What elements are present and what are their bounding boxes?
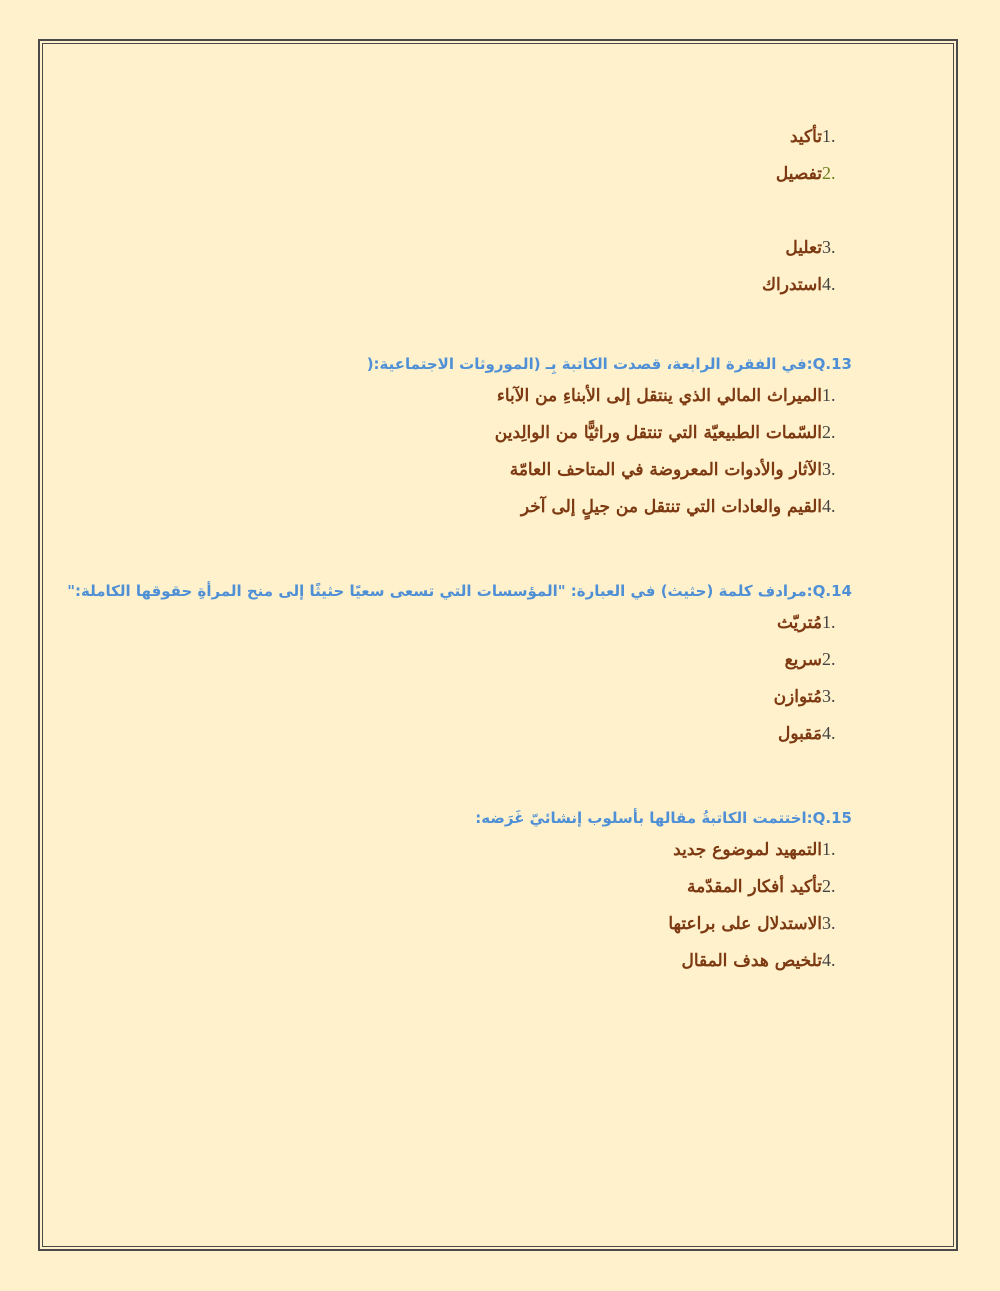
- question-14: [67, 578, 852, 752]
- option-item[interactable]: 1.الميراث المالي الذي ينتقل إلى الأبناءِ من الآباء: [496, 385, 836, 406]
- option-item[interactable]: 2.تفصيل: [775, 163, 836, 184]
- options-list: [152, 377, 852, 525]
- options-list: [152, 604, 852, 752]
- option-item[interactable]: 3.الآثار والأدوات المعروضة في المتاحف العامّة: [509, 459, 836, 480]
- option-item[interactable]: 4.مَقبول: [778, 723, 836, 744]
- options-list: [152, 831, 852, 979]
- question-heading: [67, 578, 852, 604]
- option-item[interactable]: 3.تعليل: [785, 237, 836, 258]
- question-heading: [152, 805, 852, 831]
- question-heading: [152, 351, 852, 377]
- option-item[interactable]: 1.تأكيد: [789, 126, 836, 147]
- option-item[interactable]: 1.التمهيد لموضوع جديد: [673, 839, 836, 860]
- question-13: [152, 351, 852, 525]
- option-item[interactable]: 3.مُتوازن: [773, 686, 836, 707]
- option-item[interactable]: 4.استدراك: [762, 274, 836, 295]
- question-text: اختتمت الكاتبةُ مقالها بأسلوب إنشائيّ غَرَضه:: [475, 809, 807, 827]
- option-item[interactable]: 3.الاستدلال على براعتها: [668, 913, 836, 934]
- question-15: [152, 805, 852, 979]
- question-number: :Q.13: [806, 355, 852, 373]
- spacer: [152, 192, 852, 229]
- option-item[interactable]: 4.القيم والعادات التي تنتقل من جيلٍ إلى آخر: [520, 496, 836, 517]
- option-item[interactable]: 1.مُتريّث: [776, 612, 836, 633]
- option-item[interactable]: 2.تأكيد أفكار المقدّمة: [687, 876, 836, 897]
- options-list-top: [152, 118, 852, 303]
- question-text: مرادف كلمة (حثيث) في العبارة: "المؤسسات التي تسعى سعيًا حثيثًا إلى منح المرأةِ حقوقها الكاملة:": [67, 582, 807, 600]
- question-number: :Q.14: [806, 582, 852, 600]
- option-item[interactable]: 2.السّمات الطبيعيّة التي تنتقل وراثيًّا من الوالِدين: [494, 422, 836, 443]
- question-number: :Q.15: [806, 809, 852, 827]
- worksheet-content: [67, 118, 852, 979]
- question-text: في الفقرة الرابعة، قصدت الكاتبة بِـ (الموروثات الاجتماعية:(: [366, 355, 807, 373]
- option-item[interactable]: 4.تلخيص هدف المقال: [681, 950, 836, 971]
- option-item[interactable]: 2.سريع: [784, 649, 836, 670]
